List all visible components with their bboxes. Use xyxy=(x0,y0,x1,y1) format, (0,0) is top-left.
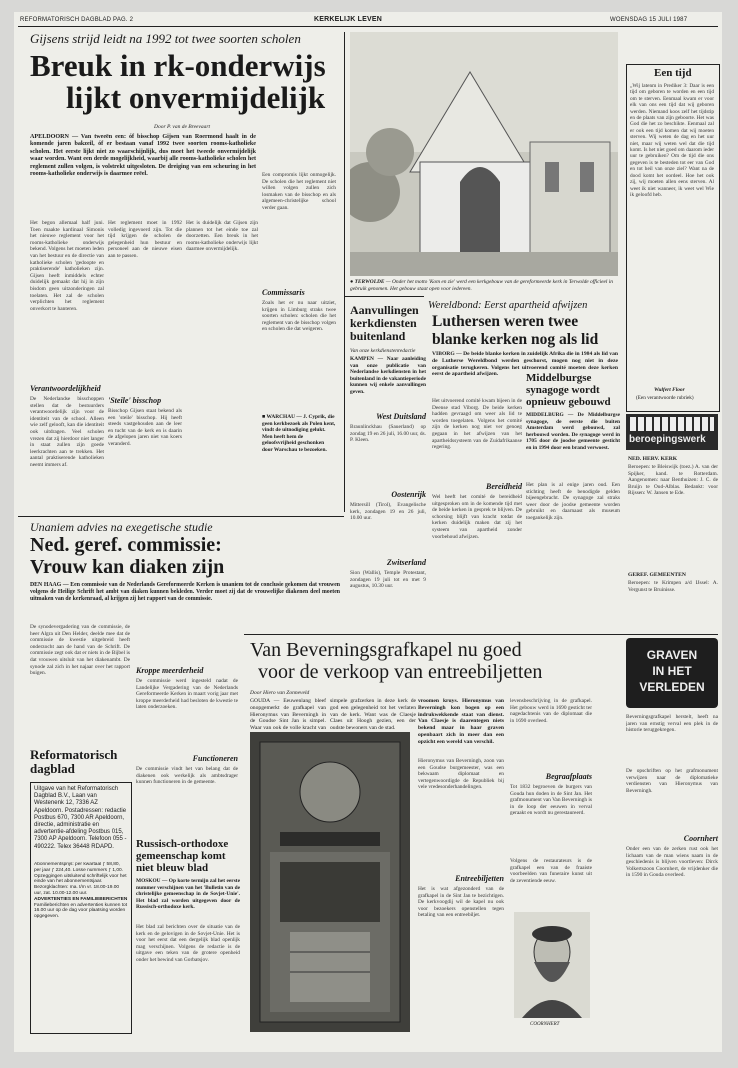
lead-byline: Door P. van de Breevaart xyxy=(154,124,211,130)
lead-body-8: Zoals het er nu naar uitziet, krijgen in Limburg straks twee soorten scholen: scholen die het reglement van de bisschop volgen en scholen die dat weigeren. xyxy=(262,300,336,333)
middelburg-body-2: Het plan is al enige jaren oud. Een stichting heeft de benodigde gelden bijeengebracht. xyxy=(526,482,620,502)
wereldbond-col-1b xyxy=(432,494,522,634)
header-rule xyxy=(18,26,718,27)
lead-body-9: Het is duidelijk dat Gijsen zijn plannen tot het einde toe zal doorzetten. Een breuk in het rooms-katholieke onderwijs lijkt daarmee onvermijdelijk. xyxy=(186,220,258,253)
aanvullingen-region-1: West Duitsland xyxy=(376,412,426,421)
beroepingswerk-title: beroepingswerk xyxy=(629,434,706,445)
colofon-fine-4: Familieberichten en advertenties kunnen tot 16.00 uur op de dag voor plaatsing worden opgegeven. xyxy=(34,902,128,920)
graven-logo xyxy=(626,638,718,708)
column-rule xyxy=(344,32,345,512)
portrait-caption: COORNHERT xyxy=(530,1022,560,1027)
lead-caption xyxy=(262,414,336,454)
lead-body-7: Een compromis lijkt onmogelijk. De scholen die het reglement niet willen volgen zullen zich losmaken van de bisschop en als algemeen-christelijke school verder gaan. xyxy=(262,172,336,211)
middelburg-body-3: De synagoge zal straks weer door de joodse gemeente worden gebruikt en daarnaast als museum toegankelijk zijn. xyxy=(526,495,620,521)
lead-body-3: Het reglement moet in 1992 volledig ingevoerd zijn. Tot die tijd krijgen de scholen de gelegenheid hun bestuur en personeel aan de nieuwe eisen aan te passen. xyxy=(108,220,182,259)
grafkapel-photo xyxy=(250,732,410,1032)
photo-caption xyxy=(350,279,618,292)
caption-bullet: ■ xyxy=(262,414,266,420)
lead-col-1 xyxy=(30,220,104,380)
beverning-headline-1: Van Beverningsgrafkapel nu goed xyxy=(250,639,522,661)
russisch-col xyxy=(136,924,240,1034)
beverning-headline-2: voor de verkoop van entreebiljetten xyxy=(258,661,543,683)
aanvullingen-region-2: Oostenrijk xyxy=(391,490,426,499)
diaken-body-4: De commissie vindt het van belang dat de diakenen ook werkelijk als ambtsdrager kunnen functioneren in de gemeente. xyxy=(136,766,238,786)
lead-col-2c xyxy=(186,220,258,510)
photo-caption-text: — Onder het motto 'Kom en zie' werd een kerkgebouw van de gereformeerde kerk in Terwolde officieel in gebruik genomen. Het gebouw staat open voor iedereen. xyxy=(350,279,613,292)
diaken-col-1 xyxy=(30,624,130,742)
beverning-sub-entreebiljetten: Entreebiljetten xyxy=(455,874,504,883)
wereldbond-headline-1: Luthersen weren twee xyxy=(432,313,579,330)
diaken-kicker: Unaniem advies na exegetische studie xyxy=(30,520,213,534)
lead-kicker: Gijsens strijd leidt na 1992 tot twee soorten scholen xyxy=(30,31,301,46)
diaken-body-3: De commissie werd ingesteld nadat de Landelijke Vergadering van de Nederlands Gereformeerde Kerken in maart vorig jaar met kroppe meerderheid had besloten de kwestie te laten onderzoeken. xyxy=(136,678,238,711)
beverning-col-1: GOUDA — Eeuwenlang bleef onopgemerkt de grafkapel van Hieronymus van Beverningh in de Goudse Sint Jan is simpel. Waar van ook de volle kracht van xyxy=(250,698,326,732)
wereldbond-intro: VIBORG — De beide blanke kerken in zuidelijk Afrika die in 1984 als lid van de Lutherse Wereldbond werden geschorst, mogen nog niet in deze organisatie terugkeren. Volgens het uitvoerend comité moeten deze kerken eerst de apartheid afwijzen. xyxy=(432,351,618,378)
beroepingswerk-logo xyxy=(626,414,718,450)
colofon-fine-1: Abonnementsprijs: per kwartaal ƒ 58,80, per jaar ƒ 224,40. Losse nummers ƒ 1,00. Opzeggingen uitsluitend schriftelijk voor het einde van het abonnementsjaar. xyxy=(34,862,127,885)
graven-body-1: De opschriften op het grafmonument verwijzen naar de diplomatieke verdiensten van Hieronymus van Beverningh. xyxy=(626,768,718,794)
eentijd-source: (Een verantwoorde rubriek) xyxy=(636,395,694,401)
russisch-intro: MOSKOU — Op korte termijn zal het eerste nummer verschijnen van het 'Bulletin van de christelijke gemeenschap in de Sovjet-Unie'. Het blad zal worden uitgegeven door de Russisch-orthodoxe kerk. xyxy=(136,878,240,910)
beverning-col-3c: Het is wat afgezonderd van de grafkapel in de Sint Jan te bezichtigen. De kerkvoogdij wil de kapel nu ook voor bezoekers openstellen tegen betaling van een entreebiljet. xyxy=(418,886,504,919)
wereldbond-body-1: Het uitvoerend comité kwam bijeen in de Deense stad Viborg. De beide kerken hadden gevraagd om weer als lid te worden toegelaten. xyxy=(432,398,522,424)
photo-caption-title: TERWOLDE xyxy=(354,279,385,285)
wereldbond-body-2: Volgens het comité zijn de kerken nog niet ver genoeg gegaan in het afwijzen van het apartheidssysteem van de Zuidafrikaanse regering. xyxy=(432,417,522,451)
russisch-body-2: Het blad zal berichten over de situatie van de kerk en de gelovigen in de Sovjet-Unie. Het is voor het eerst dat een dergelijk blad openlijk mag verschijnen. xyxy=(136,924,240,950)
beroepingswerk-text-2: Bedankt: voor Rijssen: W. Jansen te Ede. xyxy=(628,483,718,497)
aanvullingen-text-1: Braunlinckhau (Sauerland) op zondag 19 en 26 juli, 16.00 uur, ds. P. Kleen. xyxy=(350,424,426,444)
beroepingswerk-section-1: NED. HERV. KERK xyxy=(628,456,678,462)
beroepingswerk-text xyxy=(628,464,718,564)
graven-line-1: GRAVEN xyxy=(646,648,698,662)
middelburg-col xyxy=(526,482,620,632)
lead-headline-1: Breuk in rk-onderwijs xyxy=(30,48,326,83)
lead-body-4: De Nederlandse bisschoppen stellen dat de bestuurders verantwoordelijk zijn voor de identiteit van de school. Alleen wie zelf gelooft, kan die identiteit ook uitdragen. xyxy=(30,396,104,435)
wereldbond-kicker: Wereldbond: Eerst apartheid afwijzen xyxy=(428,300,588,311)
diaken-sub-functioneren: Functioneren xyxy=(192,754,238,763)
header-right: WOENSDAG 15 JULI 1987 xyxy=(610,17,688,23)
beverning-col-4: levensbeschrijving in de grafkapel. Het gebouw werd in 1690 gesticht ter nagedachtenis van de diplomaat die in 1690 overleed. xyxy=(510,698,592,724)
lead-sub-steile: 'Steile' bisschop xyxy=(108,396,162,405)
colofon-title-1: Reformatorisch xyxy=(30,747,118,762)
diaken-sub-kroppe: Kroppe meerderheid xyxy=(136,666,204,675)
beverning-col-4c: Volgens de restaurateurs is de grafkapel een van de fraaiste voorbeelden van funeraire kunst uit de zeventiende eeuw. xyxy=(510,858,592,884)
lead-headline-2: lijkt onvermijdelijk xyxy=(66,80,326,115)
colofon-fine-3: ADVERTENTIES EN FAMILIEBERICHTEN xyxy=(34,896,128,902)
beroepingswerk-text-3: Beroepen: te Krimpen a/d IJssel: A. Vergunst te Bruinisse. xyxy=(628,580,718,593)
graven-body-2: Onder een van de zerken rust ook het lichaam van de man wiens naam in de geschiedenis is blijven voortleven: Dirck Volkertszoon Coornhert, de vrijdenker die in 1590 in Gouda overleed. xyxy=(626,846,718,879)
eentijd-author: Wulfert Floor xyxy=(654,387,685,393)
photo-caption-bullet: ● xyxy=(350,279,354,285)
beverning-col-4b: Tot 1832 begroeven de burgers van Gouda hun doden in de Sint Jan. Het grafmonument van Van Beverningh is in de loop der eeuwen in verval geraakt en wordt nu gerestaureerd. xyxy=(510,784,592,817)
header-left: REFORMATORISCH DAGBLAD PAG. 2 xyxy=(20,17,134,23)
aanvullingen-region-3: Zwitserland xyxy=(386,558,426,567)
lead-caption-text: WARCHAU — J. Cyprik, die geen kerkbezoek als Polen kent, vindt de uitnodiging gelukt. Men heeft hem de geloofsvrijheid geschonken door Warschau te bezoeken. xyxy=(262,414,336,453)
graven-line-3: VERLEDEN xyxy=(639,680,705,694)
lead-col-2b xyxy=(108,408,182,508)
middelburg-intro: MIDDELBURG — De Middelburgse synagoge, de eerste die buiten Amsterdam werd gebouwd, zal herbouwd worden. De synagoge werd in 1705 door de joodse gemeente gesticht en in 1994 door een brand verwoest. xyxy=(526,412,620,451)
aanvullingen-text-2: Mittersill (Tirol), Evangelische kerk, zondagen 19 en 26 juli, 10.00 uur. xyxy=(350,502,426,522)
lead-sub-verantwoordelijkheid: Verantwoordelijkheid xyxy=(30,384,101,393)
church-icon xyxy=(630,417,714,431)
aanvullingen-byline: Van onze kerkdienstenredactie xyxy=(350,348,416,354)
lead-body-6: Bisschop Gijsen staat bekend als een 'steile' bisschop. Hij heeft steeds vastgehouden aan de leer en tucht van de kerk en is daarin de afgelopen jaren niet van koers veranderd. xyxy=(108,408,182,447)
middelburg-headline: Middelburgse synagoge wordt opnieuw gebouwd xyxy=(526,372,611,408)
wereldbond-sub-bereidheid: Bereidheid xyxy=(486,482,522,491)
aanvullingen-text-3: Sion (Wallis), Temple Protestant, zondagen 19 juli tot en met 9 augustus, 10.30 uur. xyxy=(350,570,426,590)
lead-body-1: Het begon allemaal half juni. Toen maakte kardinaal Simonis het nieuwe reglement voor het rooms-katholieke onderwijs bekend. Volgens het moeten leden van het bestuur en de directie van katholieke scholen 'gedoopte en praktiserende' katholieken zijn. xyxy=(30,220,104,273)
beverning-col-3b: Hieronymus van Beverningh, zoon van een Goudse burgemeester, was een bekwaam diplomaat en vertegenwoordigde de Republiek bij vele vredesonderhandelingen. xyxy=(418,758,504,791)
graven-intro: Beverningsgrafkapel herstelt, heeft na jaren van ernstig verval een plek in de historie teruggekregen. xyxy=(626,714,718,734)
wereldbond-body-4: De schorsing blijft van kracht totdat de kerken duidelijk maken dat zij het systeem van apartheid zonder voorbehoud afwijzen. xyxy=(432,507,522,540)
russisch-body-3: Volgens de redactie is de uitgave een teken van de grotere openheid onder het bewind van Gorbatsjov. xyxy=(136,943,240,963)
beverning-byline: Door Hiero van Zonneveld xyxy=(250,690,310,696)
colofon-fineprint xyxy=(34,862,128,1032)
colofon-fine-2: Bezorgklachten: ma. t/m vr. 18.00-19.00 uur, zat. 10.00-12.00 uur. xyxy=(34,885,120,896)
lead-col-2 xyxy=(108,220,182,390)
diaken-headline-2: Vrouw kan diaken zijn xyxy=(30,556,225,578)
eentijd-title: Een tijd xyxy=(654,67,692,79)
lead-body-5: Veel scholen vrezen dat zij hierdoor niet langer in staat zullen zijn goede leerkrachten aan te trekken. Het aantal praktiserende katholieken neemt immers af. xyxy=(30,428,104,468)
newspaper-page xyxy=(14,12,722,1052)
beverning-col-2: simpele grafzerken in deze kerk de god een gelegenheid tot het verlaten van de kerk. Want was de Claesje Claes uit Hoogh gezien, een der oudste bewoners van de stad. xyxy=(330,698,416,732)
eentijd-body: „Wij latenm in Prediker 3: Daar is een tijd om geboren te worden en een tijd om te sterven. Eenmaal kwam er voor elk van ons een tijd dat wij geboren werden. Niemand koos zelf het tijdstip en de plaats van zijn geboorte. Het was God die het zo beschikte. Eenmaal zal er ook een tijd komen dat wij moeten sterven. Wij weten de dag en het uur niet, maar wij weten wel dat die tijd komt. Is het niet goed om daarom ieder uur te gebruiken? Om de tijd die ons gegeven is te besteden tot eer van God en tot heil van onze ziel? Want na de dood komt het oordeel. Hoe het ook zij, wij moeten allen eens sterven. Al weet ik niet wanneer, ik weet wel Wie ik geloofd heb. xyxy=(630,83,714,198)
diaken-body-1: De synodevergadering van de commissie, de heer Algra uit Den Helder, deelde mee dat de commissie de kwestie uitgebreid heeft onderzocht aan de hand van de Schrift. xyxy=(30,624,130,650)
colofon-address: Uitgave van het Reformatorisch Dagblad B.V., Laan van Westenenk 12, 7336 AZ Apeldoorn. Postadressen: redactie Postbus 670, 7300 AR Apeldoorn, directie, administratie en advertentie-afdeling Postbus 015, 7300 AP Apeldoorn. Telefoon 055 - 490222. Telex 36448 RDAPD. xyxy=(34,786,127,850)
diaken-headline-1: Ned. geref. commissie: xyxy=(30,534,222,556)
lead-intro: APELDOORN — Van tweeën een: óf bisschop Gijsen van Roermond haalt in de komende jaren bakzeil, óf er bestaan vanaf 1992 twee soorten rooms-katholieke scholen. Het eerste lijkt niet zo waarschijnlijk, dus moet het tweede onvermijdelijk waar worden. Want een derde mogelijkheid, waarbij alle rooms-katholieke scholen het reglement zullen volgen, is volstrekt uitgesloten. De dreiging van een scheuring in het rooms-katholieke onderwijs is daarmee reëel. xyxy=(30,134,256,178)
russisch-headline: Russisch-orthodoxe gemeenschap komt niet bleuw blad xyxy=(136,838,229,874)
beverning-sub-begraafplaats: Begraafplaats xyxy=(545,772,592,781)
grafkapel-illustration xyxy=(250,732,410,1032)
aanvullingen-headline: Aanvullingen kerkdiensten buitenland xyxy=(350,303,419,343)
graven-line-2: IN HET xyxy=(652,664,692,678)
lead-col-1b xyxy=(30,396,104,506)
church-photo xyxy=(350,32,618,276)
church-illustration xyxy=(350,32,618,276)
aanvullingen-intro: KAMPEN — Naar aanleiding van onze publicatie van Nederlandse kerkdiensten in het buitenland in de vakantieperiode kunnen wij enkele aanvullingen geven. xyxy=(350,356,426,395)
lead-col-3b xyxy=(262,300,336,410)
graven-sub-coornhert: Coornhert xyxy=(683,834,718,843)
header-section: KERKELIJK LEVEN xyxy=(314,16,382,23)
wereldbond-headline-2: blanke kerken nog als lid xyxy=(432,331,599,348)
wereldbond-body-3: Wel heeft het comité de bereidheid uitgesproken om in de komende tijd met de beide kerken in gesprek te blijven. xyxy=(432,494,522,514)
beroepingswerk-section-2: GEREF. GEMEENTEN xyxy=(628,572,686,578)
lead-sub-commissaris: Commissaris xyxy=(262,288,305,297)
coornhert-portrait xyxy=(514,912,590,1018)
lead-col-3 xyxy=(262,172,336,282)
colofon-title-2: dagblad xyxy=(30,761,75,776)
diaken-intro: DEN HAAG — Een commissie van de Nederlands Gereformeerde Kerken is unaniem tot de conclusie gekomen dat vrouwen volgens de Heilige Schrift het ambt van diaken kunnen bekleden. Verder moet zij dat de vrouwelijke diakenen deel moeten uitmaken van de kerkenraad, al krijgen zij het rapport van de commissie. xyxy=(30,582,340,602)
portrait-engraving xyxy=(514,912,590,1018)
beverning-col-3: vroomen kruys. Hieronymus van Beverningh kon bogen op een indrukwekkende staat van dienst. Van Claesje is daarentegen niets bekend maar in haar graven openbaart zich in meer dan een opzicht een wereld van verschil. xyxy=(418,698,504,745)
beroepingswerk-text-1: Beroepen: te Bleiswijk (toez.) A. van der Spijker, kand. te Rotterdam. Aangenomen: naar Benthuizen: J. C. de Bruijn te Oud-Alblas. xyxy=(628,464,718,490)
diaken-body-2: De commissie zegt ook dat er niets in de Bijbel is dat vrouwen uitsluit van het diakenambt. De synode zal zich in het najaar over het rapport buigen. xyxy=(30,643,130,677)
lead-body-2: Gijsen heeft inmiddels echter duidelijk gemaakt dat hij in zijn bisdom geen uitzonderingen zal toelaten. Het zal de scholen verplichten het reglement onverkort te hanteren. xyxy=(30,272,104,312)
